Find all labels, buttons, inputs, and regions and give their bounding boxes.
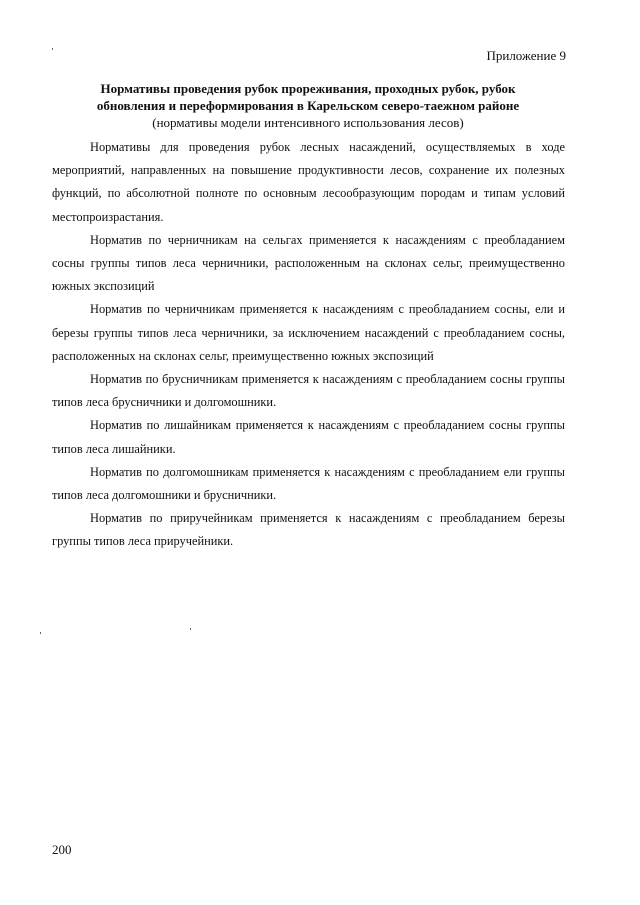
paragraph: Норматив по лишайникам применяется к насаждениям с преобладанием сосны группы типов леса лишайники. bbox=[52, 418, 565, 456]
paragraph: Норматив по черничникам на сельгах применяется к насаждениям с преобладанием сосны группы типов леса черничники, расположенным на склонах сельг, преимущественно южных экспозиций bbox=[52, 232, 565, 294]
paragraph: Норматив по черничникам применяется к насаждениям с преобладанием сосны, ели и березы группы типов леса черничники, за исключением насаждений с преобладанием сосны, расположенных на склонах сельг, преимущественно южных экспозиций bbox=[52, 302, 565, 363]
title-line-2: обновления и переформирования в Карельском северо-таежном районе bbox=[96, 98, 520, 113]
page-number: 200 bbox=[52, 842, 72, 857]
paragraph: Нормативы для проведения рубок лесных насаждений, осуществляемых в ходе мероприятий, направленных на повышение продуктивности лесов, сохранение их полезных функций, по абсолютной полноте по основным лесообразующим породам и типам условий местопроизрастания. bbox=[52, 140, 565, 224]
paragraph: Норматив по приручейникам применяется к насаждениям с преобладанием березы группы типов леса приручейники. bbox=[52, 511, 565, 549]
scan-speck bbox=[52, 48, 53, 50]
scan-speck bbox=[190, 628, 191, 630]
paragraph: Норматив по долгомошникам применяется к насаждениям с преобладанием ели группы типов леса долгомошники и брусничники. bbox=[52, 464, 565, 503]
scan-speck bbox=[40, 632, 41, 634]
document-title bbox=[52, 80, 564, 131]
document-body bbox=[52, 136, 565, 554]
title-subtitle: (нормативы модели интенсивного использования лесов) bbox=[152, 115, 464, 130]
title-line-1: Нормативы проведения рубок прореживания, проходных рубок, рубок bbox=[100, 81, 516, 96]
paragraph: Норматив по брусничникам применяется к насаждениям с преобладанием сосны группы типов леса брусничники и долгомошники. bbox=[52, 372, 565, 410]
appendix-label: Приложение 9 bbox=[486, 48, 566, 63]
